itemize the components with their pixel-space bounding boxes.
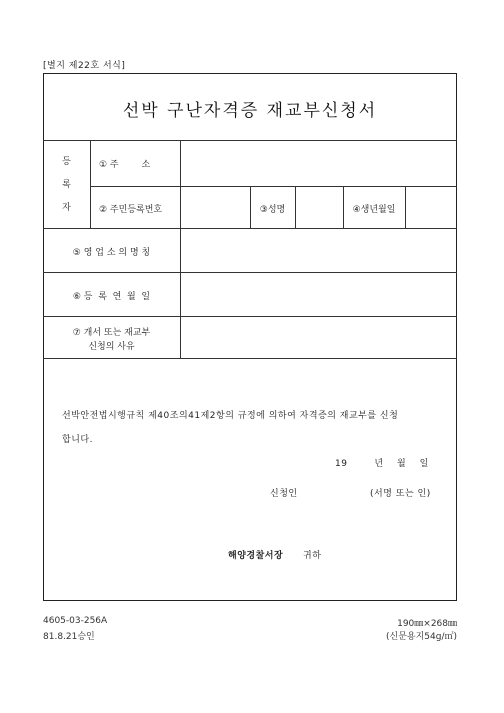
- divider: [295, 186, 296, 228]
- divider: [43, 316, 457, 317]
- reason-label: 신청의 사유: [88, 342, 135, 352]
- divider: [90, 186, 457, 187]
- paper-size: 190㎜×268㎜: [397, 619, 457, 629]
- registration-number-label: ② 주민등록번호: [99, 205, 163, 215]
- divider: [90, 140, 91, 228]
- document-title: 선박 구난자격증 재교부신청서: [122, 101, 378, 121]
- form-number-label: [별지 제22호 서식]: [43, 61, 126, 71]
- signature-note: (서명 또는 인): [370, 489, 431, 499]
- registration-date-label: ⑥ 등 록 연 월 일: [72, 292, 151, 302]
- approval-date: 81.8.21승인: [43, 632, 95, 642]
- recipient: 해양경찰서장: [228, 551, 284, 561]
- registrant-label-char: 록: [62, 180, 71, 190]
- date-line: 19 년 월 일: [335, 459, 429, 469]
- statement-text: 합니다.: [62, 435, 93, 445]
- address-label: ① 주 소: [99, 160, 151, 170]
- paper-type: (신문용지54g/㎡): [386, 632, 457, 642]
- reason-label: ⑦ 개서 또는 재교부: [72, 328, 151, 338]
- divider: [405, 186, 406, 228]
- birth-date-label: ④생년월일: [352, 205, 396, 215]
- registrant-label-char: 등: [62, 157, 71, 167]
- registrant-label-char: 자: [62, 203, 71, 213]
- statement-text: 선박안전법시행규칙 제40조의41제2항의 규정에 의하여 자격증의 재교부를 신청: [62, 411, 399, 421]
- honorific: 귀하: [303, 551, 322, 561]
- business-name-label: ⑤ 영 업 소 의 명 칭: [72, 248, 151, 258]
- divider: [43, 358, 457, 359]
- form-code: 4605-03-256A: [43, 616, 108, 626]
- applicant-label: 신청인: [270, 489, 298, 499]
- divider: [180, 140, 181, 358]
- divider: [43, 140, 457, 141]
- divider: [43, 272, 457, 273]
- name-label: ③성명: [259, 205, 286, 215]
- divider: [43, 228, 457, 229]
